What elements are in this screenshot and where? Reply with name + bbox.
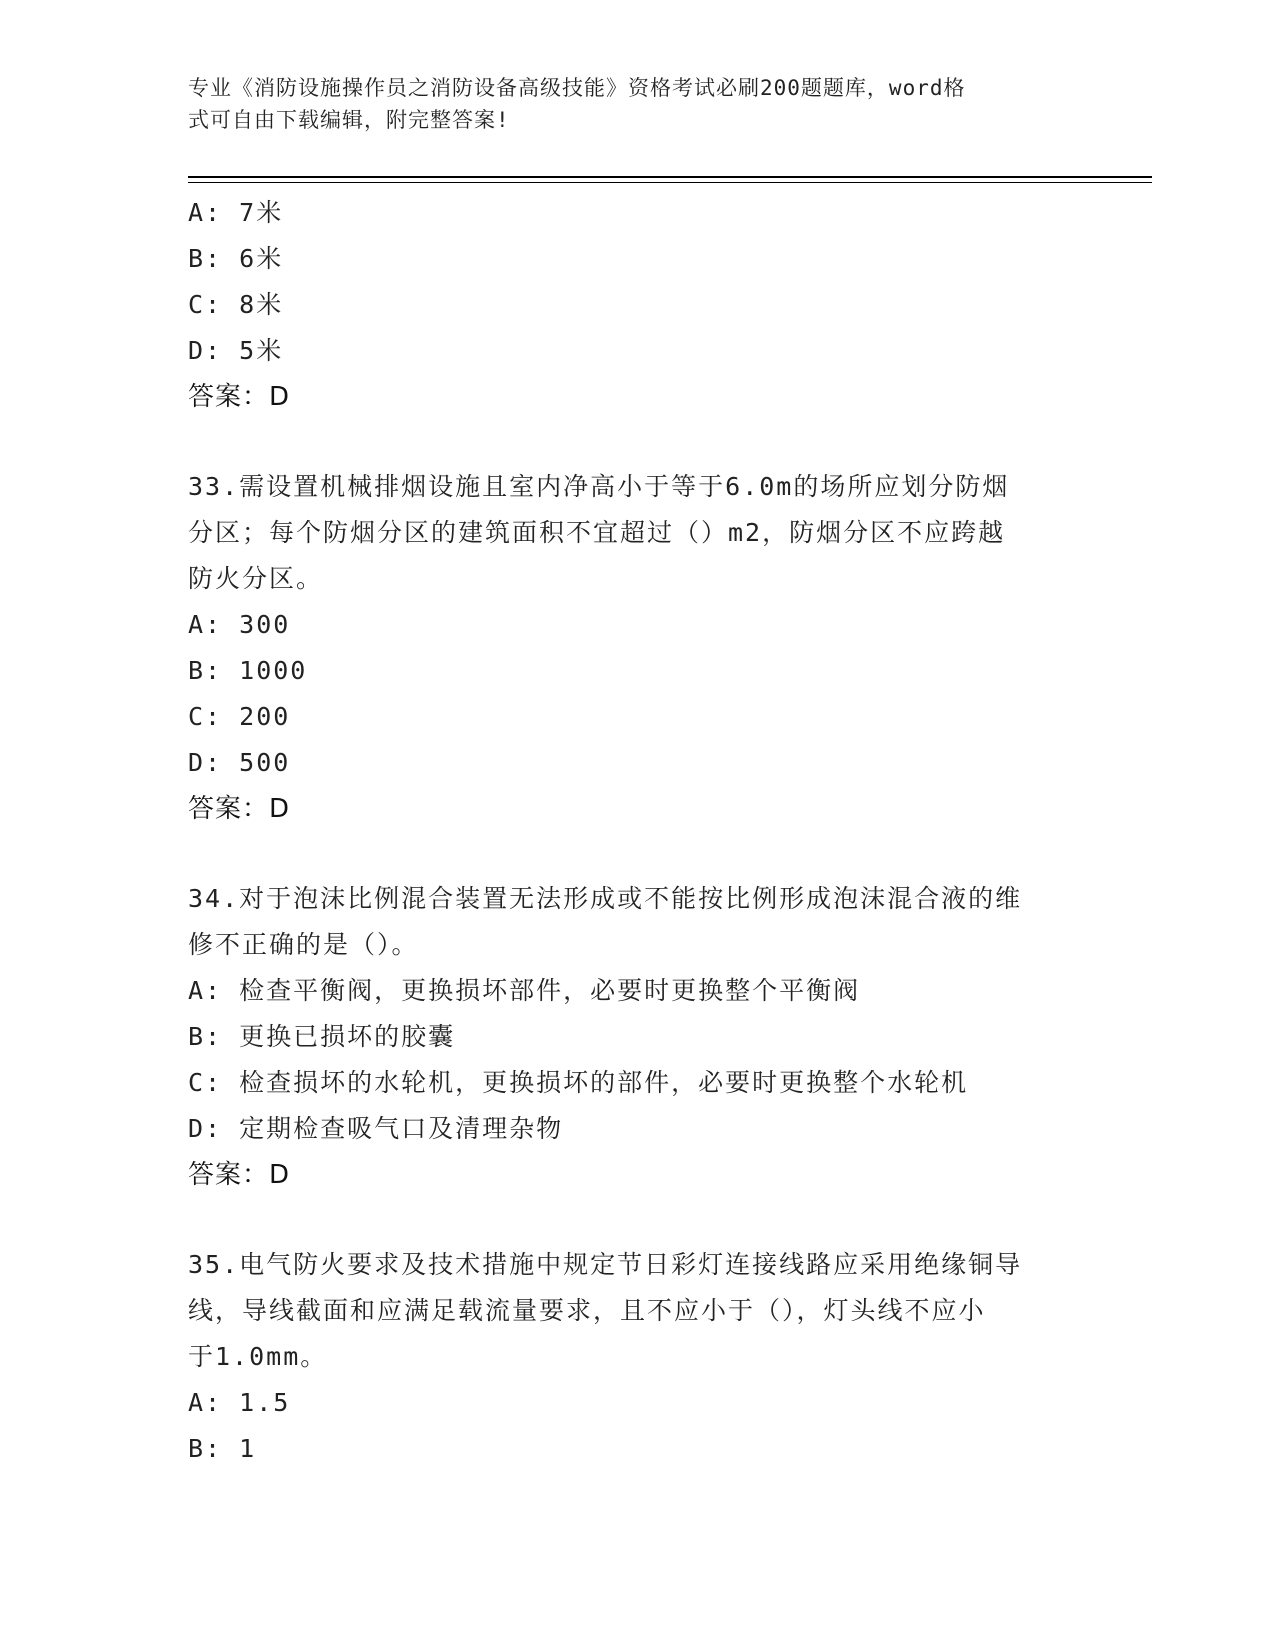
option-c: C: 200 [188,702,291,731]
answer-line: 答案：D [188,1160,291,1190]
option-d: D: 5米 [188,336,284,365]
question-32 [188,190,1088,420]
question-stem-line: 35.电气防火要求及技术措施中规定节日彩灯连接线路应采用绝缘铜导 [188,1250,1023,1279]
option-d: D: 500 [188,748,291,777]
option-b: B: 1 [188,1434,257,1463]
document-body [188,190,1088,1472]
document-header [188,72,1068,136]
question-33 [188,464,1088,832]
option-a: A: 1.5 [188,1388,291,1417]
header-rule-thick [188,176,1152,178]
option-b: B: 1000 [188,656,308,685]
question-35 [188,1242,1088,1472]
option-c: C: 检查损坏的水轮机，更换损坏的部件，必要时更换整个水轮机 [188,1068,969,1097]
answer-line: 答案：D [188,794,291,824]
option-b: B: 更换已损坏的胶囊 [188,1022,456,1051]
header-line-2: 式可自由下载编辑，附完整答案! [188,108,510,132]
question-stem-line: 于1.0mm。 [188,1342,328,1371]
header-rule-thin [188,182,1152,183]
option-c: C: 8米 [188,290,284,319]
question-stem-line: 34.对于泡沫比例混合装置无法形成或不能按比例形成泡沫混合液的维 [188,884,1023,913]
question-34 [188,876,1088,1198]
question-stem-line: 防火分区。 [188,564,324,593]
question-stem-line: 线，导线截面和应满足载流量要求，且不应小于（），灯头线不应小 [188,1296,986,1325]
option-b: B: 6米 [188,244,284,273]
question-stem-line: 33.需设置机械排烟设施且室内净高小于等于6.0m的场所应划分防烟 [188,472,1010,501]
answer-line: 答案：D [188,382,291,412]
option-a: A: 7米 [188,198,284,227]
question-stem-line: 修不正确的是（）。 [188,930,419,959]
header-line-1: 专业《消防设施操作员之消防设备高级技能》资格考试必刷200题题库，word格 [188,76,966,100]
option-a: A: 300 [188,610,291,639]
option-d: D: 定期检查吸气口及清理杂物 [188,1114,564,1143]
option-a: A: 检查平衡阀，更换损坏部件，必要时更换整个平衡阀 [188,976,861,1005]
question-stem-line: 分区；每个防烟分区的建筑面积不宜超过（）m2，防烟分区不应跨越 [188,518,1006,547]
